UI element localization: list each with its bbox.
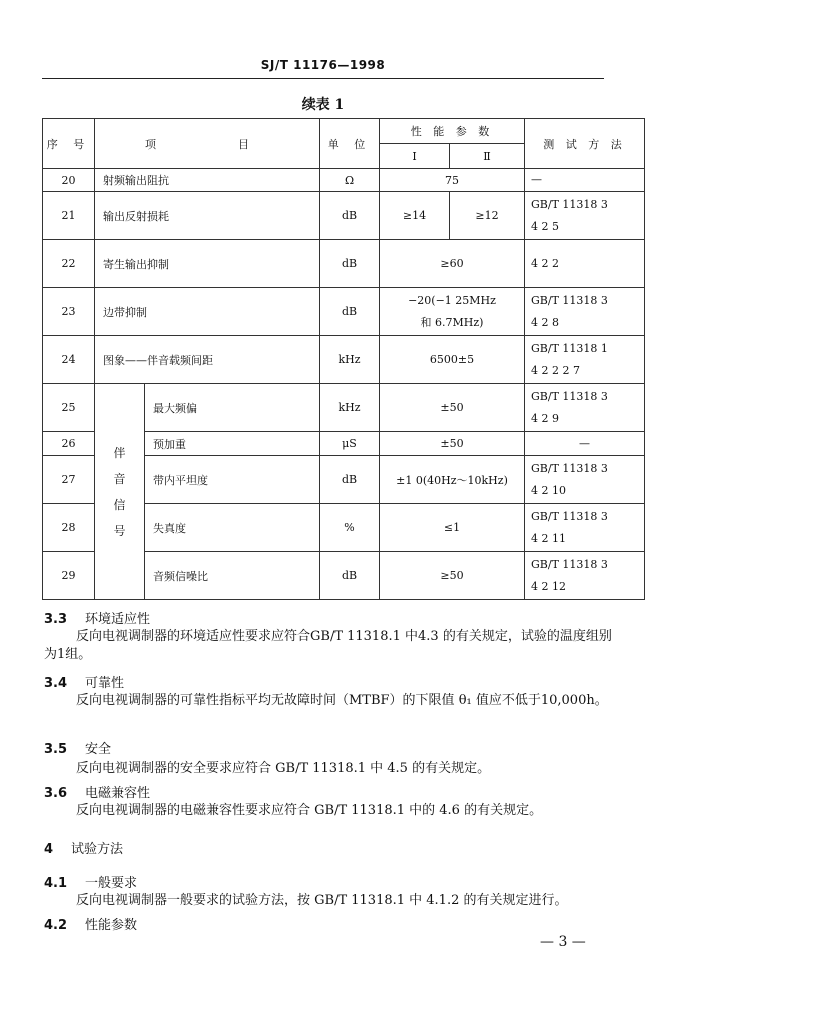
row-no: 20 [43, 169, 95, 192]
document-code-header: SJ/T 11176—1998 [260, 58, 386, 72]
method-line: GB/T 11318 1 [531, 341, 608, 355]
row-unit: kHz [320, 336, 380, 384]
group-char: 号 [113, 523, 126, 538]
section-number: 3.4 [44, 676, 68, 691]
row-no: 29 [43, 552, 95, 600]
row-no: 27 [43, 456, 95, 504]
spec-table [42, 118, 645, 600]
row-method: — [525, 169, 645, 192]
method-line: 4 2 10 [531, 483, 566, 497]
section-title: 环境适应性 [85, 612, 151, 627]
row-method [525, 336, 645, 384]
row-item: 寄生输出抑制 [95, 240, 320, 288]
section-paragraph: 反向电视调制器的电磁兼容性要求应符合 GB/T 11318.1 中的 4.6 的有关规定。 [76, 803, 543, 818]
method-line: 4 2 11 [531, 531, 566, 545]
col-header-unit: 单 位 [320, 119, 380, 169]
row-unit: dB [320, 192, 380, 240]
row-method: — [525, 432, 645, 456]
row-unit: % [320, 504, 380, 552]
method-line: GB/T 11318 3 [531, 389, 608, 403]
row-value: ≥50 [380, 552, 525, 600]
group-char: 伴 [113, 445, 126, 460]
method-line: GB/T 11318 3 [531, 509, 608, 523]
section-number: 4.2 [44, 918, 68, 933]
row-value-1: ≥14 [380, 192, 450, 240]
table-row [43, 169, 645, 192]
row-method [525, 384, 645, 432]
table-row [43, 336, 645, 384]
row-value: ±1 0(40Hz～10kHz) [380, 456, 525, 504]
col-header-perf-2: Ⅱ [450, 144, 525, 169]
col-header-perf-1: Ⅰ [380, 144, 450, 169]
row-item: 音频信噪比 [145, 552, 320, 600]
table-row [43, 192, 645, 240]
method-line: 4 2 12 [531, 579, 566, 593]
col-header-no: 序 号 [43, 119, 95, 169]
section-title: 电磁兼容性 [85, 786, 151, 801]
section-number: 3.3 [44, 612, 68, 627]
row-no: 23 [43, 288, 95, 336]
section-title: 试验方法 [71, 842, 124, 857]
group-char: 信 [113, 497, 126, 512]
method-line: GB/T 11318 3 [531, 197, 608, 211]
row-no: 25 [43, 384, 95, 432]
method-line: GB/T 11318 3 [531, 293, 608, 307]
row-method [525, 504, 645, 552]
row-unit: dB [320, 288, 380, 336]
method-line: 4 2 2 2 7 [531, 363, 580, 377]
section-title: 安全 [85, 742, 112, 757]
section-heading [44, 608, 150, 627]
method-line: 4 2 5 [531, 219, 559, 233]
section-heading [44, 914, 137, 933]
row-unit: dB [320, 456, 380, 504]
method-line: 4 2 8 [531, 315, 559, 329]
method-line: GB/T 11318 3 [531, 557, 608, 571]
row-no: 26 [43, 432, 95, 456]
section-paragraph: 反向电视调制器的环境适应性要求应符合GB/T 11318.1 中4.3 的有关规定，试验的温度组别为1组。 [44, 629, 612, 662]
section-number: 4 [44, 842, 54, 857]
row-value-2: ≥12 [450, 192, 525, 240]
row-value: 75 [380, 169, 525, 192]
col-header-method: 测 试 方 法 [525, 119, 645, 169]
value-line: −20(−1 25MHz [408, 293, 496, 307]
section-heading [44, 872, 137, 891]
row-unit: kHz [320, 384, 380, 432]
row-no: 21 [43, 192, 95, 240]
group-label-audio-signal [95, 384, 145, 600]
section-paragraph: 反向电视调制器的可靠性指标平均无故障时间（MTBF）的下限值 θ₁ 值应不低于10,000h。 [76, 693, 608, 708]
section-paragraph: 反向电视调制器一般要求的试验方法，按 GB/T 11318.1 中 4.1.2 的有关规定进行。 [76, 893, 568, 908]
table-caption: 续表 1 [301, 97, 345, 113]
group-char: 音 [113, 471, 126, 486]
col-header-item: 项 目 [95, 119, 320, 169]
row-item: 图象——伴音载频间距 [95, 336, 320, 384]
row-method [525, 552, 645, 600]
row-item: 带内平坦度 [145, 456, 320, 504]
table-row [43, 384, 645, 432]
row-item: 预加重 [145, 432, 320, 456]
section-number: 4.1 [44, 876, 68, 891]
row-value: ±50 [380, 432, 525, 456]
row-method [525, 456, 645, 504]
section-heading [44, 782, 150, 801]
section-heading [44, 738, 111, 757]
section-title: 性能参数 [85, 918, 138, 933]
row-value: ±50 [380, 384, 525, 432]
col-header-perf: 性 能 参 数 [380, 119, 525, 144]
row-value [380, 288, 525, 336]
row-unit: dB [320, 552, 380, 600]
page-number: — 3 — [540, 934, 586, 950]
row-method [525, 192, 645, 240]
row-unit: Ω [320, 169, 380, 192]
table-row [43, 240, 645, 288]
row-value: ≥60 [380, 240, 525, 288]
row-no: 22 [43, 240, 95, 288]
value-line: 和 6.7MHz) [420, 315, 484, 329]
table-row [43, 288, 645, 336]
section-heading [44, 672, 124, 691]
method-line: 4 2 2 [531, 256, 559, 270]
row-item: 射频输出阻抗 [95, 169, 320, 192]
method-line: 4 2 9 [531, 411, 559, 425]
section-title: 可靠性 [85, 676, 125, 691]
row-item: 失真度 [145, 504, 320, 552]
section-number: 3.6 [44, 786, 68, 801]
row-item: 最大频偏 [145, 384, 320, 432]
method-line: GB/T 11318 3 [531, 461, 608, 475]
row-value: ≤1 [380, 504, 525, 552]
row-no: 24 [43, 336, 95, 384]
header-rule [42, 78, 604, 79]
row-method [525, 240, 645, 288]
row-item: 边带抑制 [95, 288, 320, 336]
chapter-heading [44, 838, 123, 857]
row-unit: dB [320, 240, 380, 288]
row-method [525, 288, 645, 336]
row-unit: μS [320, 432, 380, 456]
section-title: 一般要求 [85, 876, 138, 891]
section-paragraph: 反向电视调制器的安全要求应符合 GB/T 11318.1 中 4.5 的有关规定。 [76, 761, 491, 776]
section-number: 3.5 [44, 742, 68, 757]
row-value: 6500±5 [380, 336, 525, 384]
row-no: 28 [43, 504, 95, 552]
row-item: 输出反射损耗 [95, 192, 320, 240]
